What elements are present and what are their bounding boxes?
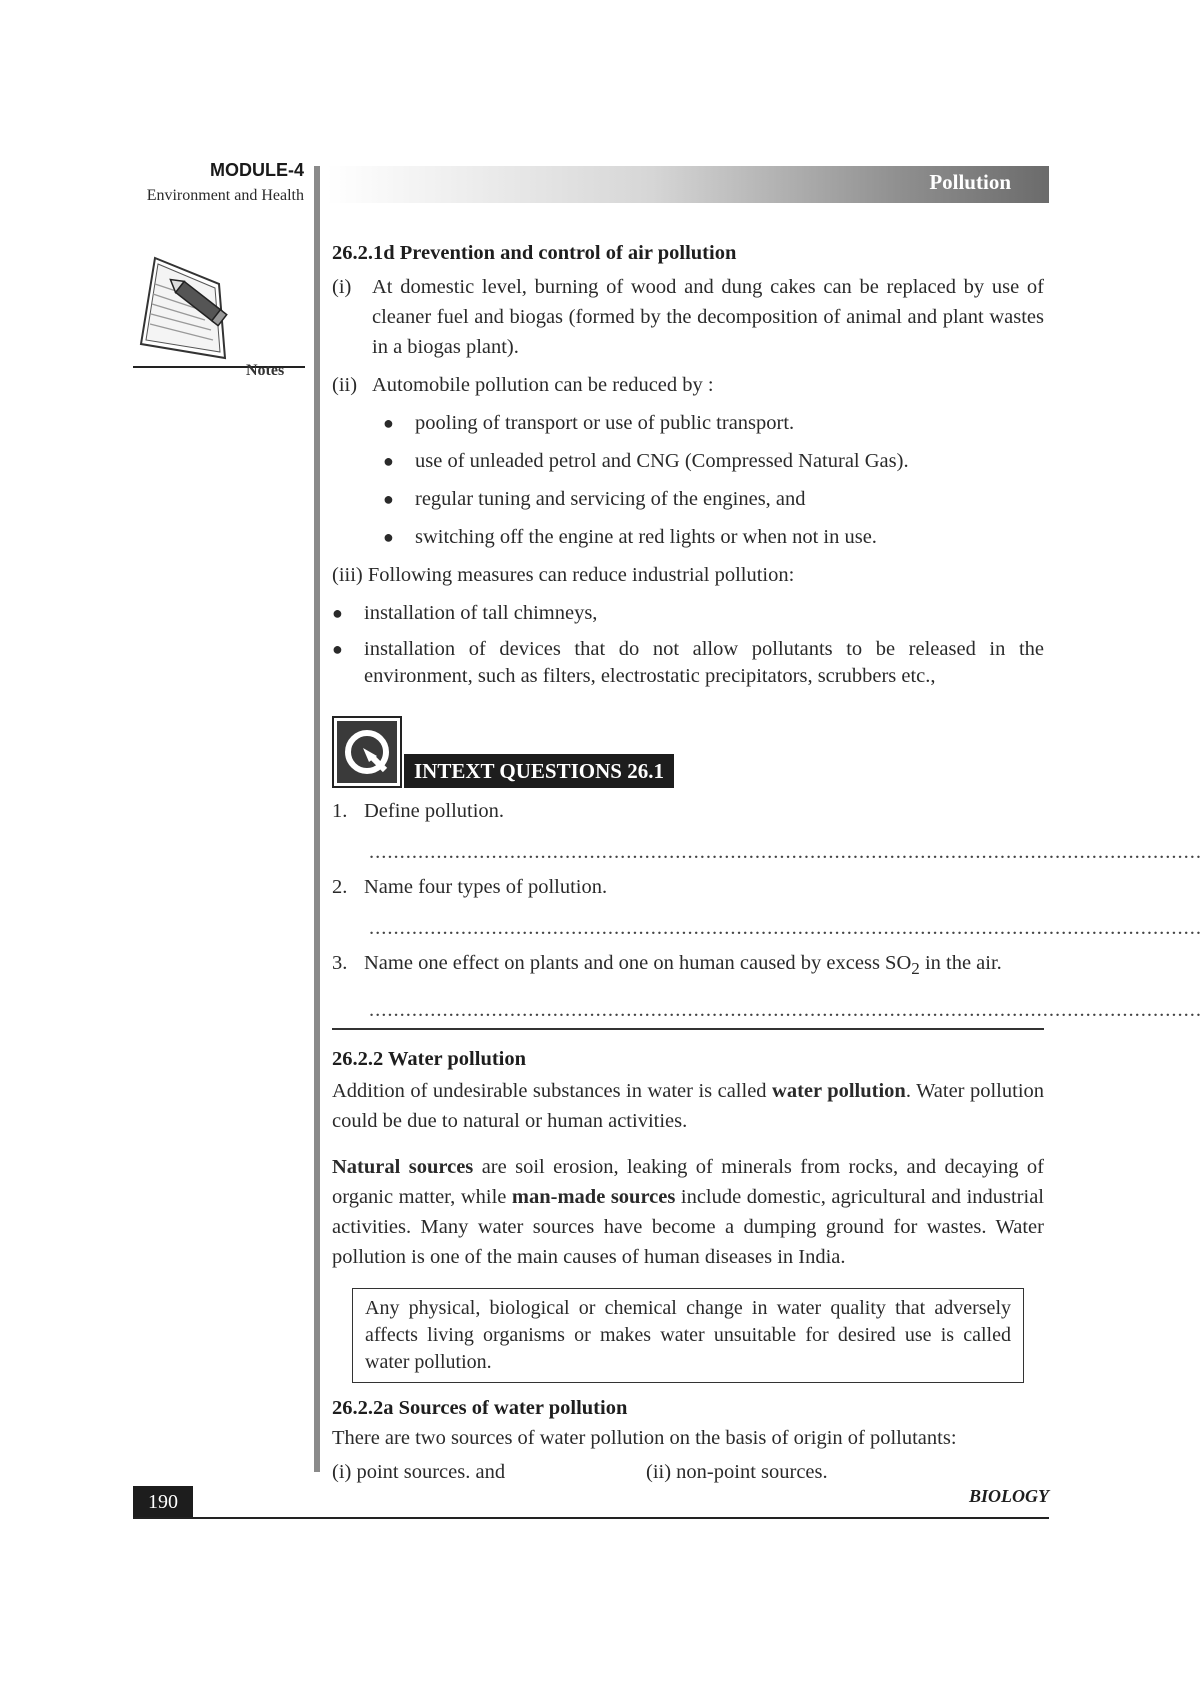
notes-pencil-icon bbox=[133, 254, 243, 364]
bullet-text: regular tuning and servicing of the engines, and bbox=[415, 488, 806, 510]
sources-list bbox=[332, 1457, 1044, 1487]
module-block bbox=[132, 160, 304, 205]
list-item bbox=[332, 598, 1044, 628]
vertical-rule bbox=[314, 166, 320, 1472]
water-pollution-heading: 26.2.2 Water pollution bbox=[332, 1047, 527, 1070]
air-item-3-text: (iii) Following measures can reduce industrial pollution: bbox=[332, 564, 795, 586]
water-paragraph-2 bbox=[332, 1152, 1044, 1272]
air-item-1-num: (i) bbox=[332, 276, 352, 298]
header-title: Pollution bbox=[929, 170, 1011, 194]
main-content bbox=[332, 238, 1202, 1487]
bullet-icon: ● bbox=[383, 413, 394, 433]
bullet-icon: ● bbox=[332, 639, 343, 659]
bullet-text: use of unleaded petrol and CNG (Compressed Natural Gas). bbox=[415, 450, 909, 472]
page-number: 190 bbox=[133, 1486, 193, 1518]
question-2 bbox=[332, 872, 1044, 902]
bullet-icon: ● bbox=[383, 489, 394, 509]
question-3 bbox=[332, 948, 1044, 984]
question-text-part: Name one effect on plants and one on human caused by excess SO bbox=[364, 952, 912, 974]
bold-term: man-made sources bbox=[511, 1185, 676, 1208]
bullet-text: installation of tall chimneys, bbox=[364, 602, 598, 624]
answer-line: ........................................................................................................................................ bbox=[369, 999, 1202, 1022]
definition-box: Any physical, biological or chemical change in water quality that adversely affects living organisms or makes water unsuitable for desired use is called water pollution. bbox=[352, 1288, 1024, 1383]
question-text: Define pollution. bbox=[364, 800, 505, 822]
question-number: 2. bbox=[332, 876, 348, 898]
module-subtitle: Environment and Health bbox=[146, 187, 304, 204]
text-run: Addition of undesirable substances in water is called bbox=[332, 1079, 773, 1102]
air-item-2 bbox=[332, 370, 1044, 400]
question-number: 1. bbox=[332, 800, 348, 822]
bold-term: water pollution bbox=[772, 1079, 906, 1102]
question-number: 3. bbox=[332, 952, 348, 974]
text-run: include domestic, agricultural and industrial activities. Many water sources have become a dumping ground for wastes. Water pollution is one of the main causes of human diseases in India. bbox=[332, 1185, 1044, 1268]
bullet-text: installation of devices that do not allow pollutants to be released in the environment, such as filters, electrostatic precipitators, scrubbers etc., bbox=[364, 638, 1044, 687]
answer-line: ........................................................................................................................................ bbox=[369, 841, 1202, 863]
module-title: MODULE-4 bbox=[210, 160, 304, 180]
bold-term: Natural sources bbox=[332, 1155, 474, 1178]
question-text: Name four types of pollution. bbox=[364, 876, 608, 898]
footer-rule bbox=[133, 1517, 1049, 1519]
subscript: 2 bbox=[911, 959, 920, 979]
list-item bbox=[383, 484, 1044, 514]
intext-title: INTEXT QUESTIONS 26.1 bbox=[404, 754, 674, 788]
answer-line: ........................................................................................................................................ bbox=[369, 917, 1202, 939]
air-item-2-text: Automobile pollution can be reduced by : bbox=[372, 374, 714, 396]
question-1 bbox=[332, 796, 1044, 826]
section-divider bbox=[332, 1028, 1044, 1030]
sources-heading: 26.2.2a Sources of water pollution bbox=[332, 1396, 628, 1419]
bullet-icon: ● bbox=[383, 527, 394, 547]
list-item bbox=[383, 522, 1044, 552]
footer-subject-label: BIOLOGY bbox=[969, 1486, 1049, 1506]
intext-questions-banner bbox=[332, 716, 1044, 788]
bullet-icon: ● bbox=[332, 603, 343, 623]
bullet-icon: ● bbox=[383, 451, 394, 471]
text-run: . Water pollution could be due to natural or human activities. bbox=[332, 1079, 1045, 1132]
list-item bbox=[383, 446, 1044, 476]
header-bar bbox=[327, 166, 1049, 203]
question-text-part: in the air. bbox=[919, 952, 1002, 974]
bullet-text: pooling of transport or use of public transport. bbox=[415, 412, 795, 434]
text-run: are soil erosion, leaking of minerals from rocks, and decaying of organic matter, while bbox=[332, 1155, 1044, 1208]
air-item-2-num: (ii) bbox=[332, 374, 358, 396]
list-item bbox=[383, 408, 1044, 438]
list-item bbox=[332, 636, 1044, 690]
question-icon bbox=[332, 716, 402, 788]
point-sources: (i) point sources. and bbox=[332, 1460, 506, 1483]
air-item-1 bbox=[332, 272, 1044, 362]
sources-intro: There are two sources of water pollution on the basis of origin of pollutants: bbox=[332, 1426, 957, 1449]
bullet-text: switching off the engine at red lights or when not in use. bbox=[415, 526, 877, 548]
water-paragraph-1 bbox=[332, 1076, 1044, 1136]
air-item-1-text: At domestic level, burning of wood and dung cakes can be replaced by use of cleaner fuel and biogas (formed by the decomposition of animal and plant wastes in a biogas plant). bbox=[372, 276, 1044, 358]
air-pollution-heading: 26.2.1d Prevention and control of air pollution bbox=[332, 242, 737, 264]
notes-label: Notes bbox=[246, 362, 285, 379]
non-point-sources: (ii) non-point sources. bbox=[646, 1460, 828, 1483]
question-text bbox=[364, 948, 1002, 984]
